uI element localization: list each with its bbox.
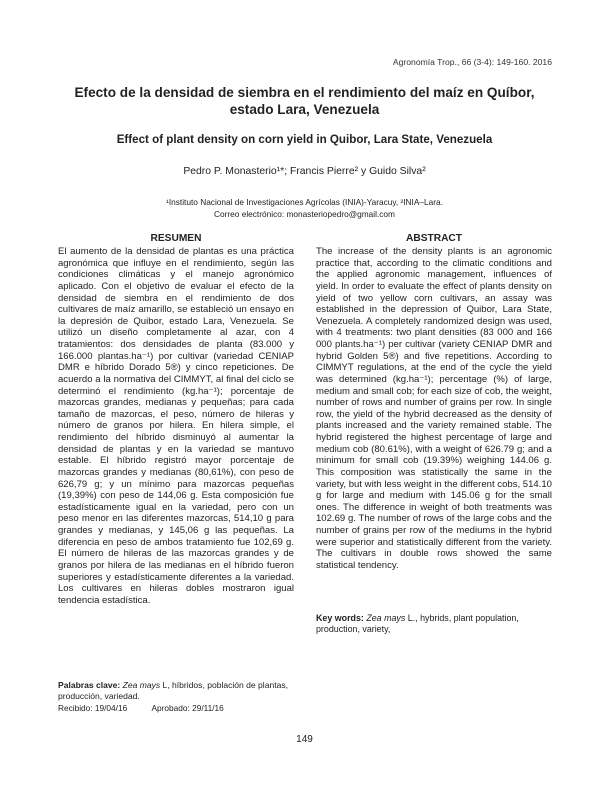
title-spanish: Efecto de la densidad de siembra en el rendimiento del maíz en Quíbor, estado Lara, Venezuela xyxy=(74,85,535,117)
title-english: Effect of plant density on corn yield in Quibor, Lara State, Venezuela xyxy=(116,133,493,146)
approved-date: Aprobado: 29/11/16 xyxy=(151,703,224,713)
keywords-list: L, híbridos, población de plantas, producción, variedad. xyxy=(58,680,288,702)
abstract-text: The increase of the density plants is an agronomic practice that, according to the climatic conditions and the applied agronomic management, influences of yield. In order to evaluate the effect of plants density on yield of two yellow corn cultivars, an assay was established in the depression of Quibor, Lara State, Venezuela. A completely randomized design was used, with 4 treatments: two plant densities (83 000 and 166 000 plants.ha⁻¹) per cultivar (variety CENIAP DMR and hybrid Golden 5®) and five repetitions. According to CIMMYT regulations, at the end of the cycle the yield was determined (kg.ha⁻¹); percentage (%) of large, medium and small cob; for each size of cob, the weight, number of rows and number of grains per row. In single row, the yield of the hybrid decreased as the density of plants increased and the variety remained stable. The hybrid registered the highest percentage of large and medium cob (80.61%), with a weight of 626.79 g; and a minimum for small cob (19.39%) weighing 144.06 g. This composition was statistically the same in the variety, but with less weight in the different cobs, 514.10 g for large and medium with 145.06 g for the small ones. The difference in weight of both treatments was 102.69 g. The number of rows of the large cobs and the number of grains per row of the mediums in the hybrid were superior and statistically different from the variety. The cultivars in double rows showed the same statistical tendency. xyxy=(316,246,552,571)
received-date: Recibido: 19/04/16 xyxy=(58,703,128,713)
abstract-heading: ABSTRACT xyxy=(405,233,463,244)
authors: Pedro P. Monasterio¹*; Francis Pierre² y Guido Silva² xyxy=(183,166,426,177)
affiliation: ¹Instituto Nacional de Investigaciones Agrícolas (INIA)-Yaracuy, ²INIA–Lara. xyxy=(166,197,443,207)
journal-citation: Agronomía Trop., 66 (3-4): 149-160. 2016 xyxy=(392,57,552,67)
keywords-spanish xyxy=(58,680,294,703)
resumen-text: El aumento de la densidad de plantas es una práctica agronómica que influye en el rendimiento, según las condiciones climáticas y el manejo agronómico aplicado. Con el objetivo de evaluar el efecto de la densidad de siembra en el rendimiento de dos cultivares de maíz amarillo, se estableció un ensayo en la depresión de Quibor, estado Lara, Venezuela. Se utilizó un diseño completamente al azar, con 4 tratamientos: dos densidades de planta (83.000 y 166.000 plantas.ha⁻¹) por cultivar (variedad CENIAP DMR e híbrido Dorado 5®) y cinco repeticiones. De acuerdo a la normativa del CIMMYT, al final del ciclo se determinó el rendimiento (kg.ha⁻¹); porcentaje de mazorcas grandes, medianas y pequeñas; para cada tamaño de mazorcas, el peso, número de hileras y número de granos por hilera. En hilera simple, el rendimiento del híbrido disminuyó al aumentar la densidad de plantas y en la variedad se mantuvo estable. El híbrido registró mayor porcentaje de mazorcas grandes y medianas (80,61%), con peso de 626,79 g; y un mínimo para mazorcas pequeñas (19,39%) con peso de 144,06 g. Esta composición fue estadísticamente igual en la variedad, pero con un peso menor en las diferentes mazorcas, 514,10 g para grandes y medianas, y 145,06 g las pequeñas. La diferencia en peso de ambos tratamiento fue 102,69 g. El número de hileras de las mazorcas grandes y de granos por hilera de las medianas en el híbrido fueron superiores y estadísticamente diferentes a la variedad. Los cultivares en hileras dobles mostraron igual tendencia estadística. xyxy=(58,246,294,606)
dates xyxy=(58,703,224,713)
keywords-list: L., hybrids, plant population, production, variety, xyxy=(316,613,519,635)
keywords-species: Zea mays xyxy=(122,680,161,690)
keywords-label: Palabras clave: xyxy=(58,680,121,690)
keywords-species: Zea mays xyxy=(366,613,406,623)
email: Correo electrónico: monasteriopedro@gmail.com xyxy=(214,208,395,219)
resumen-heading: RESUMEN xyxy=(150,233,202,244)
affiliation-block xyxy=(60,197,549,220)
page-number: 149 xyxy=(296,734,313,745)
keywords-english: Key words: Zea mays L., hybrids, plant population, production, variety, xyxy=(316,613,519,635)
keywords-label: Key words xyxy=(316,613,361,623)
